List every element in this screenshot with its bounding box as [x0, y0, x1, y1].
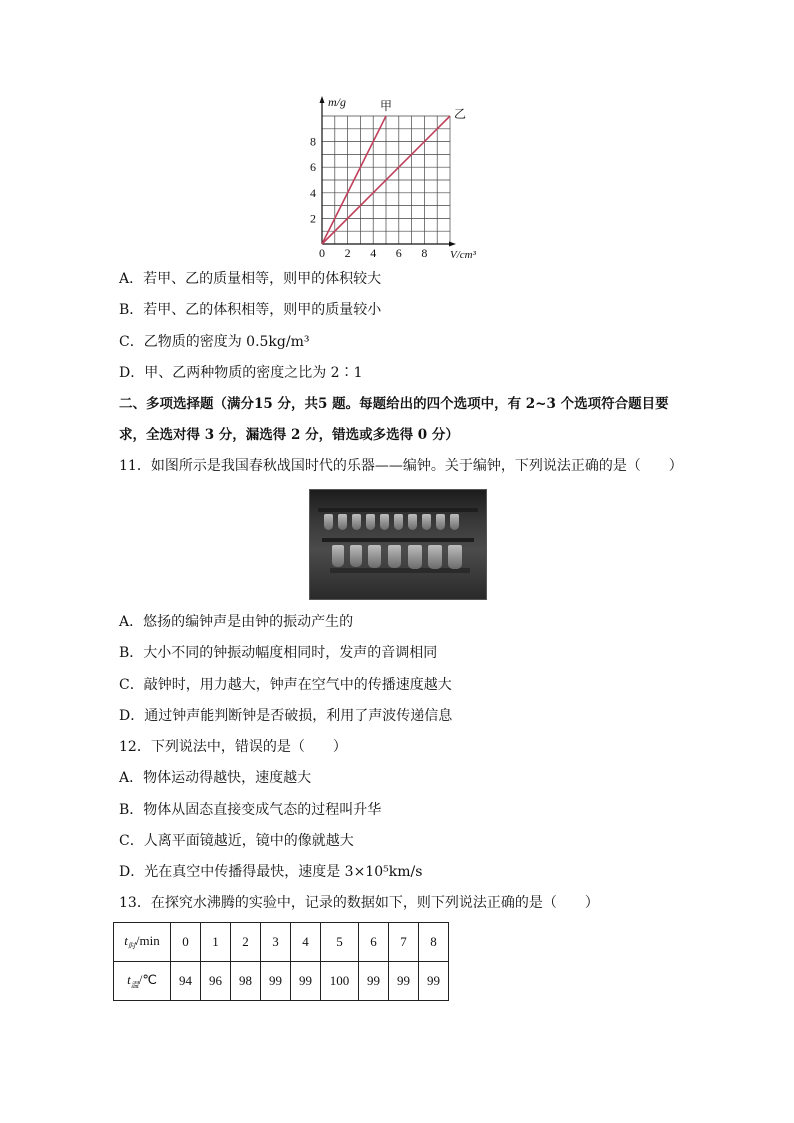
mass-volume-chart — [300, 92, 500, 267]
table-cell: 7 — [389, 923, 419, 962]
table-cell: 99 — [389, 962, 419, 1001]
table-cell: 98 — [231, 962, 261, 1001]
q13-stem: 13．在探究水沸腾的实验中，记录的数据如下，则下列说法正确的是（ ） — [119, 895, 599, 911]
chart-axes — [320, 96, 457, 247]
q10-option-c: C．乙物质的密度为 0.5kg/m³ — [119, 334, 310, 350]
table-cell: 3 — [261, 923, 291, 962]
q11-option-a: A．悠扬的编钟声是由钟的振动产生的 — [119, 614, 354, 630]
table-cell: 99 — [359, 962, 389, 1001]
time-row-header: $t_时/\min$ — [114, 923, 171, 962]
y-tick-label: 6 — [310, 160, 316, 175]
table-cell: 99 — [419, 962, 449, 1001]
table-cell: 96 — [201, 962, 231, 1001]
table-cell: 2 — [231, 923, 261, 962]
y-tick-label: 4 — [310, 185, 316, 200]
table-row-temperature — [114, 962, 449, 1001]
x-axis-label: V/cm³ — [450, 249, 476, 261]
x-tick-label: 2 — [344, 246, 351, 260]
x-tick-label: 8 — [421, 246, 428, 260]
boiling-data-table — [113, 922, 449, 1001]
q12-stem: 12．下列说法中，错误的是（ ） — [119, 739, 347, 755]
q11-option-d: D．通过钟声能判断钟是否破损，利用了声波传递信息 — [119, 708, 453, 724]
q10-option-a: A．若甲、乙的质量相等，则甲的体积较大 — [119, 271, 382, 287]
series-labels — [380, 99, 466, 121]
table-cell: 100 — [321, 962, 359, 1001]
table-cell: 94 — [171, 962, 201, 1001]
q10-option-d: D．甲、乙两种物质的密度之比为 2∶1 — [119, 365, 363, 381]
y-tick-labels — [310, 135, 316, 226]
table-cell: 1 — [201, 923, 231, 962]
bianzhong-photo — [309, 489, 487, 600]
table-cell: 99 — [261, 962, 291, 1001]
section-heading-line-1: 二、多项选择题（满分15 分，共5 题。每题给出的四个选项中，有 2~3 个选项符合题目要 — [119, 396, 669, 412]
x-tick-label: 4 — [370, 246, 377, 260]
table-row-time — [114, 923, 449, 962]
x-tick-label: 0 — [319, 246, 325, 260]
series-label-2: 乙 — [454, 107, 467, 121]
series-label-1: 甲 — [379, 99, 393, 113]
table-cell: 6 — [359, 923, 389, 962]
x-tick-label: 6 — [395, 246, 402, 260]
temperature-row-header: $t_温/℃$ — [114, 962, 171, 1001]
table-cell: 99 — [291, 962, 321, 1001]
x-tick-labels — [319, 246, 427, 260]
table-cell: 5 — [321, 923, 359, 962]
table-cell: 8 — [419, 923, 449, 962]
y-tick-label: 8 — [310, 134, 316, 149]
table-cell: 0 — [171, 923, 201, 962]
q12-option-d: D．光在真空中传播得最快，速度是 3×10⁵km/s — [119, 864, 423, 880]
section-heading-line-2: 求，全选对得 3 分，漏选得 2 分，错选或多选得 0 分） — [119, 427, 459, 443]
q10-option-b: B．若甲、乙的体积相等，则甲的质量较小 — [119, 302, 382, 318]
q12-option-a: A．物体运动得越快，速度越大 — [119, 770, 312, 786]
q12-option-c: C．人离平面镜越近，镜中的像就越大 — [119, 833, 354, 849]
y-tick-label: 2 — [310, 211, 316, 226]
q12-option-b: B．物体从固态直接变成气态的过程叫升华 — [119, 802, 382, 818]
q11-stem: 11．如图所示是我国春秋战国时代的乐器——编钟。关于编钟，下列说法正确的是（ ） — [119, 458, 683, 474]
y-axis-label: m/g — [328, 95, 346, 109]
q11-option-c: C．敲钟时，用力越大，钟声在空气中的传播速度越大 — [119, 677, 452, 693]
q11-option-b: B．大小不同的钟振动幅度相同时，发声的音调相同 — [119, 645, 438, 661]
table-cell: 4 — [291, 923, 321, 962]
